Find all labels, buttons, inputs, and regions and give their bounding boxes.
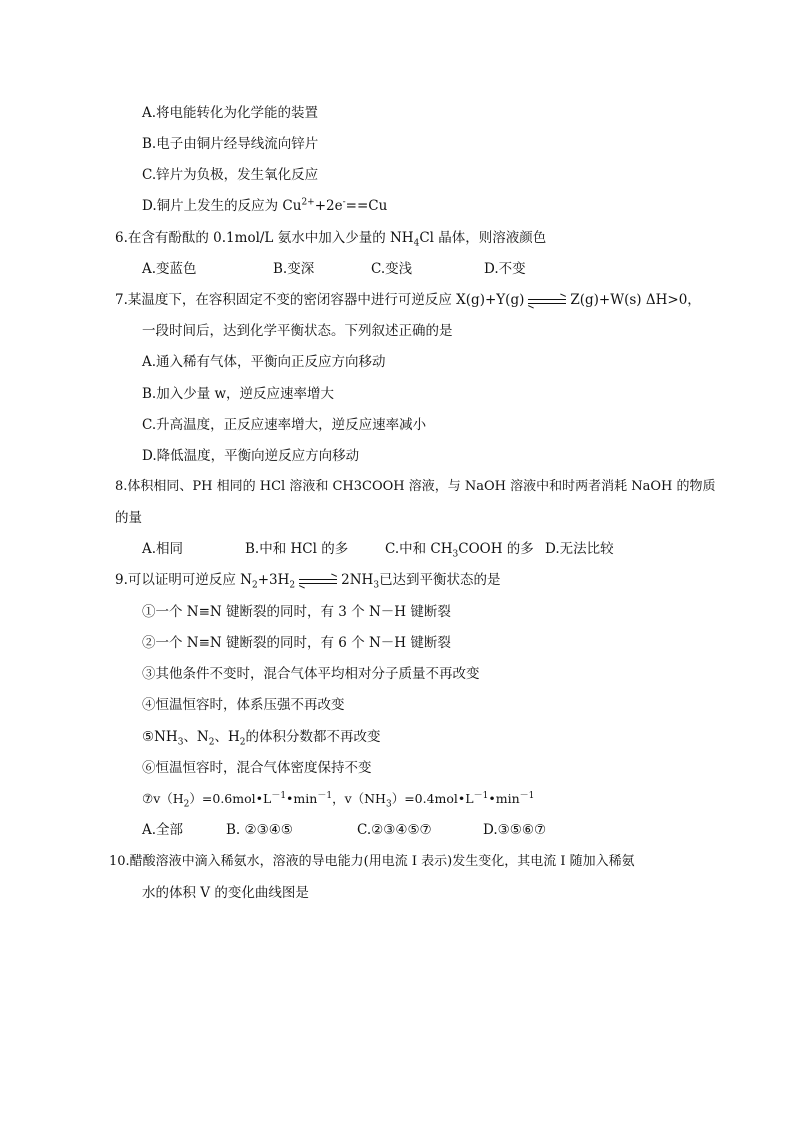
- q5-option-d: D.铜片上发生的反应为 $Cu^{2+}+2e^-==Cu$: [142, 197, 388, 214]
- q10-stem: 10.醋酸溶液中滴入稀氨水，溶液的导电能力(用电流 I 表示)发生变化，其电流 I 随加入稀氨: [109, 854, 635, 869]
- q9-statement-4: ④恒温恒容时，体系压强不再改变: [142, 697, 345, 713]
- q9-statement-3: ③其他条件不变时，混合气体平均相对分子质量不再改变: [142, 666, 480, 682]
- q8-option-c: C.中和 $CH_3COOH$ 的多: [385, 541, 534, 560]
- q6-option-a: A.变蓝色: [142, 261, 197, 277]
- q7-option-d: D.降低温度，平衡向逆反应方向移动: [142, 448, 360, 464]
- q6-stem: 6.在含有酚酞的 0.1mol/L 氨水中加入少量的 $NH_4Cl$ 晶体，则溶液颜色: [115, 230, 547, 249]
- q9-option-a: A.全部: [142, 822, 184, 838]
- q9-option-b: B. ②③④⑤: [226, 822, 293, 838]
- q9-option-d: D.③⑤⑥⑦: [483, 822, 547, 838]
- q7-option-b: B.加入少量 w，逆反应速率增大: [142, 386, 335, 402]
- q9-statement-7: $⑦v(H_2)=0.6mol•L^{-1}•\min^{-1}$，$v(NH_3)=0.4mol•L^{-1}•\min^{-1}$: [142, 790, 535, 810]
- q9-statement-2: ②一个 N≡N 键断裂的同时，有 6 个 N－H 键断裂: [142, 635, 451, 651]
- q6-option-d: D.不变: [484, 261, 526, 277]
- reversible-arrow-icon: [528, 296, 566, 306]
- q7-option-c: C.升高温度，正反应速率增大，逆反应速率减小: [142, 417, 427, 433]
- q8-stem: 8.体积相同、PH 相同的 HCl 溶液和 CH3COOH 溶液，与 NaOH 溶液中和时两者消耗 NaOH 的物质: [115, 479, 716, 494]
- q8-option-d: D.无法比较: [545, 541, 614, 557]
- q5-option-b: B.电子由铜片经导线流向锌片: [142, 136, 319, 152]
- q6-option-c: C.变浅: [371, 261, 413, 277]
- q7-option-a: A.通入稀有气体，平衡向正反应方向移动: [142, 354, 386, 370]
- q9-stem: 9.可以证明可逆反应 $N_2+3H_2$ $2NH_3$已达到平衡状态的是: [115, 572, 501, 591]
- q8-stem-line2: 的量: [115, 510, 142, 526]
- q10-stem-line2: 水的体积 V 的变化曲线图是: [142, 885, 309, 901]
- q7-stem-line2: 一段时间后，达到化学平衡状态。下列叙述正确的是: [142, 323, 453, 339]
- q5-option-c: C.锌片为负极，发生氧化反应: [142, 167, 319, 183]
- q9-option-c: C.②③④⑤⑦: [357, 822, 432, 838]
- q9-statement-1: ①一个 N≡N 键断裂的同时，有 3 个 N－H 键断裂: [142, 604, 451, 620]
- q9-statement-6: ⑥恒温恒容时，混合气体密度保持不变: [142, 760, 372, 776]
- q9-statement-5: $⑤NH_3$、$N_2$、$H_2$的体积分数都不再改变: [142, 729, 381, 748]
- reversible-arrow-icon: [299, 576, 337, 586]
- q8-option-b: B.中和 HCl 的多: [245, 541, 349, 557]
- q5-option-a: A.将电能转化为化学能的装置: [142, 105, 319, 121]
- q6-option-b: B.变深: [273, 261, 315, 277]
- q7-stem: 7.某温度下，在容积固定不变的密闭容器中进行可逆反应 X(g)+Y(g) Z(g)+W(s) ΔH>0，: [115, 292, 701, 308]
- q8-option-a: A.相同: [142, 541, 184, 557]
